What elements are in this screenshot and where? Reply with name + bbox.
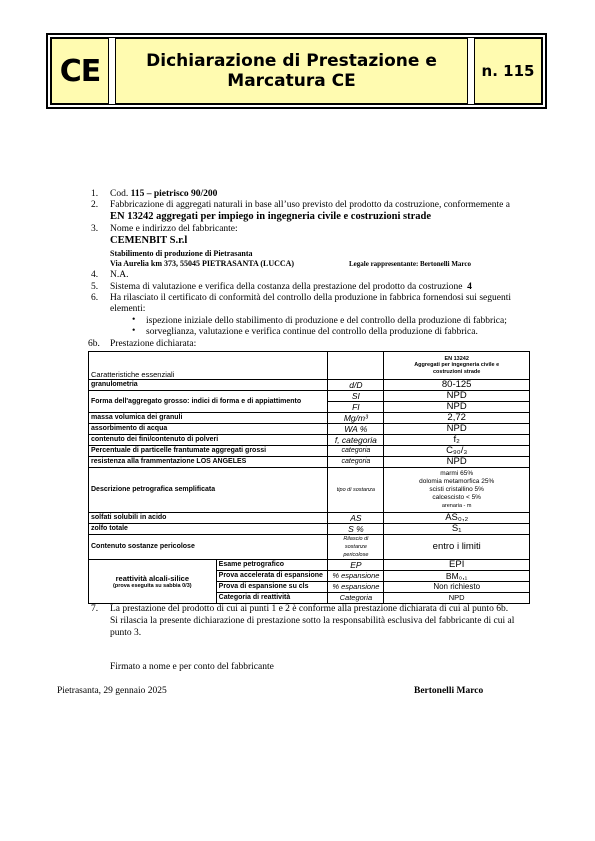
item-1: Cod. 115 – pietrisco 90/200 <box>110 189 218 199</box>
item-7-line-2: Si rilascia la presente dichiarazione di prestazione sotto la responsabilità esclusiva del fabbricante di cui al <box>110 616 515 626</box>
item-number: 3. <box>91 224 99 234</box>
item-4: N.A. <box>110 270 129 280</box>
item-2-norm: EN 13242 aggregati per impiego in ingegneria civile e costruzioni strade <box>110 211 431 222</box>
place-date: Pietrasanta, 29 gennaio 2025 <box>57 686 167 696</box>
table-row: Contenuto sostanze pericolose Rilascio di sostanze pericolose entro i limiti <box>89 535 530 560</box>
plant-address: Via Aurelia km 373, 55045 PIETRASANTA (LUCCA) <box>110 259 295 268</box>
plant-name: Stabilimento di produzione di Pietrasanta <box>110 249 253 258</box>
table-header-empty <box>328 352 384 380</box>
bullet-icon: • <box>132 326 136 336</box>
item-2-text: Fabbricazione di aggregati naturali in base all’uso previsto del prodotto da costruzione, conformemente a <box>110 200 510 210</box>
table-row: contenuto dei fini/contenuto di polveri f, categoria f₂ <box>89 435 530 446</box>
bullet-item-1: ispezione iniziale dello stabilimento di produzione e del controllo della produzione di fabbrica; <box>146 316 507 326</box>
item-number: 5. <box>91 282 99 292</box>
item-6b: Prestazione dichiarata: <box>110 339 197 349</box>
item-3-text: Nome e indirizzo del fabbricante: <box>110 224 238 234</box>
item-7-line-1: La prestazione del prodotto di cui ai punti 1 e 2 è conforme alla prestazione dichiarata di cui al punto 6b. <box>110 604 509 614</box>
document-number: n. 115 <box>474 38 542 104</box>
item-7-line-3: punto 3. <box>110 628 142 638</box>
table-row: FI NPD <box>89 402 530 413</box>
header-box <box>46 33 547 109</box>
table-row: Categoria di reattività Categoria NPD <box>89 593 530 604</box>
item-number: 1. <box>91 189 99 199</box>
table-row: granulometria d/D 80-125 <box>89 380 530 391</box>
table-row: resistenza alla frammentazione LOS ANGELES categoria NPD <box>89 457 530 468</box>
table-row: Forma dell'aggregato grosso: indici di forma e di appiattimento SI NPD <box>89 391 530 402</box>
item-number: 2. <box>91 200 99 210</box>
performance-table <box>88 351 530 604</box>
bullet-icon: • <box>132 315 136 325</box>
item-5: Sistema di valutazione e verifica della costanza della prestazione del prodotto da costruzione 4 <box>110 282 472 292</box>
table-row: massa volumica dei granuli Mg/m³ 2,72 <box>89 413 530 424</box>
signer-name: Bertonelli Marco <box>414 686 484 696</box>
item-number: 6b. <box>88 339 100 349</box>
table-row: assorbimento di acqua WA % NPD <box>89 424 530 435</box>
item-number: 4. <box>91 270 99 280</box>
table-row: Prova di espansione su cls % espansione Non richiesto <box>89 582 530 593</box>
item-6-text-2: elementi: <box>110 304 146 314</box>
ce-logo: CE <box>51 38 109 104</box>
table-header-norm: EN 13242 Aggregati per ingegneria civile e costruzioni strade <box>384 352 530 380</box>
reactivity-label: reattività alcali-silice (prova eseguita su sabbia 0/3) <box>89 560 217 604</box>
table-row: Descrizione petrografica semplificata tipo di sostanza marmi 65% dolomia metamorfica 25% scisti cristallino 5% calcescisto < 5% arenaria - m <box>89 468 530 513</box>
table-row: Prova accelerata di espansione % espansione BM₀,₁ <box>89 571 530 582</box>
item-number: 6. <box>91 293 99 303</box>
signature-note: Firmato a nome e per conto del fabbricante <box>110 662 274 672</box>
item-6-text-1: Ha rilasciato il certificato di conformità del controllo della produzione in fabbrica fornendosi sui seguenti <box>110 293 511 303</box>
table-row: zolfo totale S % S₁ <box>89 524 530 535</box>
item-number: 7. <box>91 604 99 614</box>
document-title: Dichiarazione di Prestazione e Marcatura CE <box>115 38 468 104</box>
table-header-characteristics: Caratteristiche essenziali <box>89 352 328 380</box>
company-name: CEMENBIT S.r.l <box>110 235 188 246</box>
table-row: reattività alcali-silice (prova eseguita su sabbia 0/3) Esame petrografico EP EPI <box>89 560 530 571</box>
bullet-item-2: sorveglianza, valutazione e verifica continue del controllo della produzione di fabbrica. <box>146 327 478 337</box>
table-row: Percentuale di particelle frantumate aggregati grossi categoria C₉₀/₃ <box>89 446 530 457</box>
legal-representative: Legale rappresentante: Bertonelli Marco <box>349 260 472 268</box>
table-row: solfati solubili in acido AS AS₀,₂ <box>89 513 530 524</box>
